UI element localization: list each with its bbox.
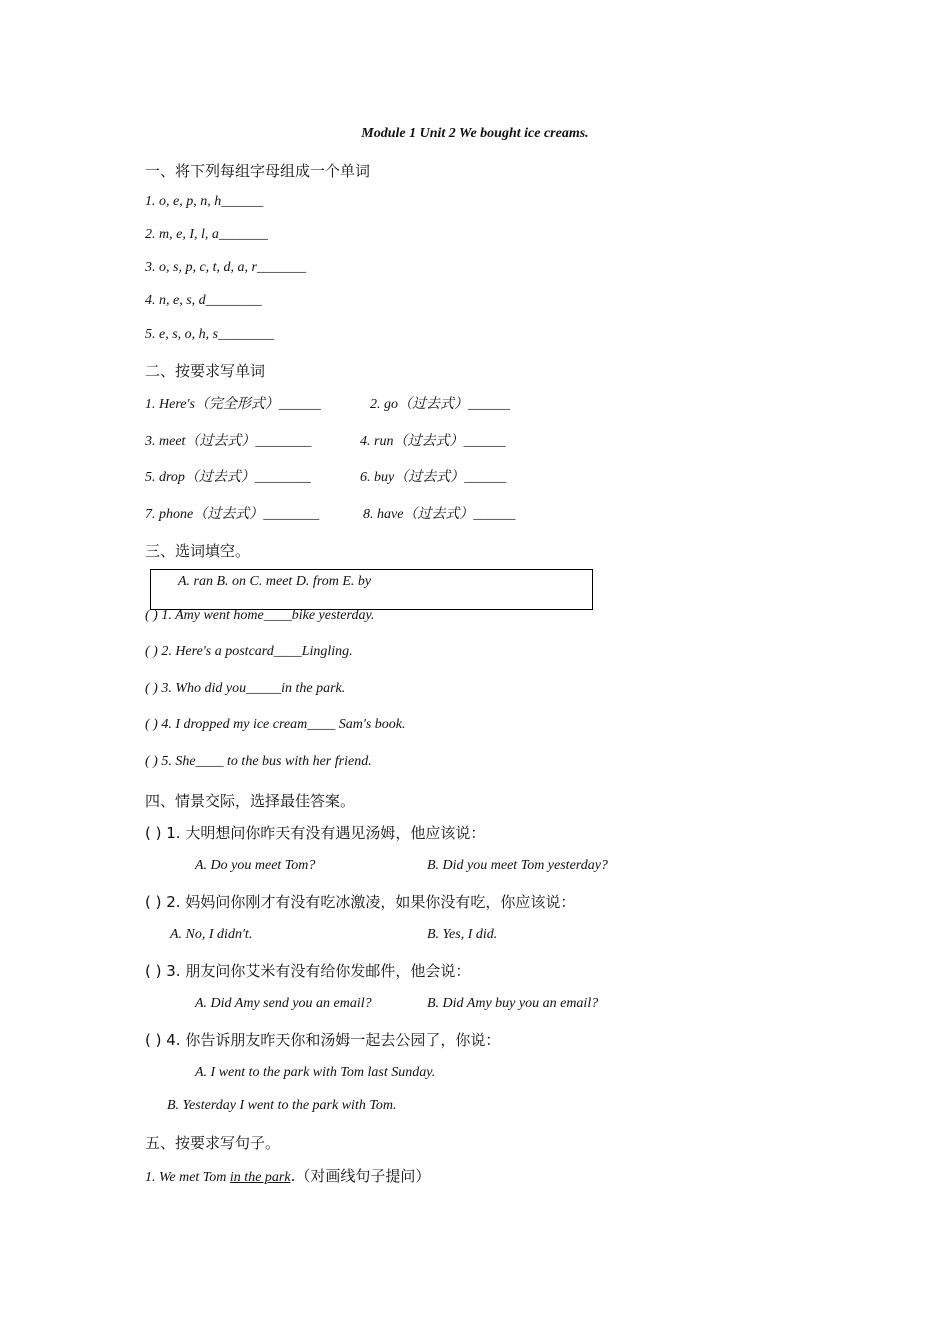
- section4-question-1: ( ) 1. 大明想问你昨天有没有遇见汤姆，他应该说：: [145, 824, 486, 842]
- section1-item-4: 4. n, e, s, d________: [145, 293, 262, 308]
- section1-item-5: 5. e, s, o, h, s________: [145, 327, 275, 342]
- section2-item-2: 2. go（过去式）______: [370, 397, 510, 412]
- section5-heading: 五、按要求写句子。: [145, 1134, 281, 1152]
- section4-question-2: ( ) 2. 妈妈问你刚才有没有吃冰激凌，如果你没有吃，你应该说：: [145, 893, 576, 911]
- section5-item-1-post: .（对画线句子提问）: [290, 1167, 431, 1185]
- section3-item-4: ( ) 4. I dropped my ice cream____ Sam's book.: [145, 717, 406, 732]
- section1-item-3: 3. o, s, p, c, t, d, a, r_______: [145, 260, 306, 275]
- section4-q4-option-b: B. Yesterday I went to the park with Tom.: [167, 1098, 397, 1113]
- section3-item-1: ( ) 1. Amy went home____bike yesterday.: [145, 608, 375, 623]
- section3-item-3: ( ) 3. Who did you_____in the park.: [145, 681, 346, 696]
- section4-q1-option-a: A. Do you meet Tom?: [195, 858, 316, 873]
- section3-heading: 三、选词填空。: [145, 542, 251, 560]
- section5-item-1-pre: 1. We met Tom: [145, 1170, 230, 1185]
- section2-item-3: 3. meet（过去式）________: [145, 434, 312, 449]
- section2-item-4: 4. run（过去式）______: [360, 434, 506, 449]
- section2-item-5: 5. drop（过去式）________: [145, 470, 311, 485]
- word-options: A. ran B. on C. meet D. from E. by: [178, 574, 372, 589]
- word-options-box: [150, 569, 593, 610]
- section4-q4-option-a: A. I went to the park with Tom last Sunday.: [195, 1065, 436, 1080]
- section2-item-6: 6. buy（过去式）______: [360, 470, 507, 485]
- section1-item-2: 2. m, e, I, l, a_______: [145, 227, 268, 242]
- section5-item-1: [145, 1165, 430, 1186]
- section2-heading: 二、按要求写单词: [145, 362, 266, 380]
- section4-q2-option-a: A. No, I didn't.: [170, 927, 253, 942]
- section4-heading: 四、情景交际，选择最佳答案。: [145, 792, 356, 810]
- section2-item-8: 8. have（过去式）______: [363, 507, 516, 522]
- section3-item-5: ( ) 5. She____ to the bus with her friend.: [145, 754, 372, 769]
- section2-item-1: 1. Here's（完全形式）______: [145, 397, 321, 412]
- section4-q2-option-b: B. Yes, I did.: [427, 927, 498, 942]
- section4-q1-option-b: B. Did you meet Tom yesterday?: [427, 858, 608, 873]
- section4-q3-option-a: A. Did Amy send you an email?: [195, 996, 372, 1011]
- section2-item-7: 7. phone（过去式）________: [145, 507, 320, 522]
- section5-item-1-underlined: in the park: [229, 1170, 291, 1185]
- section3-item-2: ( ) 2. Here's a postcard____Lingling.: [145, 644, 353, 659]
- section4-question-3: ( ) 3. 朋友问你艾米有没有给你发邮件，他会说：: [145, 962, 471, 980]
- section4-q3-option-b: B. Did Amy buy you an email?: [427, 996, 599, 1011]
- section1-heading: 一、将下列每组字母组成一个单词: [145, 162, 371, 180]
- page-title: Module 1 Unit 2 We bought ice creams.: [361, 126, 589, 141]
- section1-item-1: 1. o, e, p, n, h______: [145, 194, 264, 209]
- section4-question-4: ( ) 4. 你告诉朋友昨天你和汤姆一起去公园了，你说：: [145, 1031, 501, 1049]
